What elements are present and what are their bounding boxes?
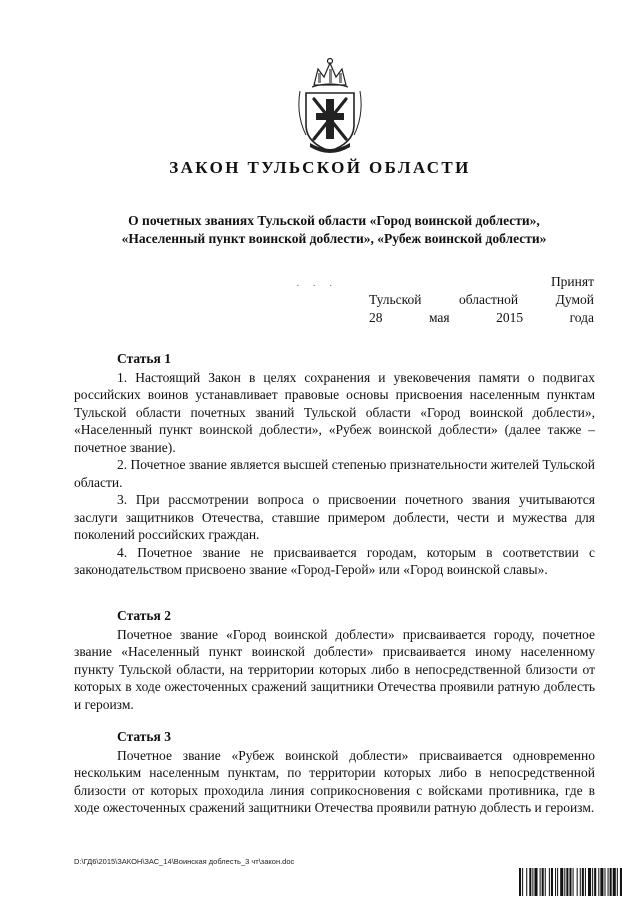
article-heading: Статья 2	[117, 608, 171, 623]
article-paragraph: 3. При рассмотрении вопроса о присвоении почетного звания учитываются заслуги защитников Отечества, ставшие примером доблести, чести и мужества для поколений российских граждан.	[74, 492, 595, 542]
barcode-bar	[577, 868, 578, 896]
adopted-date-day: 28	[369, 310, 383, 325]
article-1	[74, 350, 595, 579]
barcode-bar	[549, 868, 550, 896]
barcode-bar	[600, 868, 603, 896]
barcode-bar	[585, 868, 586, 896]
article-3	[74, 728, 595, 817]
article-2	[74, 607, 595, 713]
barcode-bar	[519, 868, 521, 896]
barcode-bar	[557, 868, 558, 896]
barcode-bar	[540, 868, 541, 896]
article-paragraph: 1. Настоящий Закон в целях сохранения и увековечения памяти о подвигах российских воинов устанавливает правовые основы присвоения населенным пунктам Тульской области почетных званий Тульской области «Город воинской доблести», «Населенный пункт воинской доблести», «Рубеж воинской доблести» (далее также – почетное звание).	[74, 369, 595, 455]
tula-coat-of-arms-emblem	[296, 55, 364, 155]
barcode-bar	[617, 868, 618, 896]
adoption-block	[369, 273, 594, 327]
barcode-bar	[613, 868, 616, 896]
barcode-bar	[569, 868, 571, 896]
adopted-word: Тульской	[369, 292, 422, 307]
barcode-bar	[564, 868, 565, 896]
barcode-bar	[566, 868, 568, 896]
barcode-bar	[580, 868, 581, 896]
article-paragraph: 2. Почетное звание является высшей степенью признательности жителей Тульской области.	[74, 457, 595, 490]
barcode-bar	[620, 868, 622, 896]
barcode-bar	[608, 868, 609, 896]
adopted-label: Принят	[550, 274, 594, 289]
barcode-bar	[594, 868, 596, 896]
barcode-bar	[573, 868, 574, 896]
barcode-bar	[551, 868, 553, 896]
barcode-icon	[519, 868, 623, 896]
article-heading: Статья 3	[117, 729, 171, 744]
law-subtitle-line1: О почетных званиях Тульской области «Город воинской доблести»,	[128, 213, 540, 228]
barcode-bar	[532, 868, 533, 896]
adopted-word: Думой	[555, 292, 594, 307]
barcode-bar	[560, 868, 563, 896]
barcode-bar	[588, 868, 591, 896]
law-title: ЗАКОН ТУЛЬСКОЙ ОБЛАСТИ	[169, 158, 471, 177]
dotted-leader: · · ·	[296, 280, 338, 292]
barcode-bar	[604, 868, 605, 896]
article-paragraph: Почетное звание «Рубеж воинской доблести» присваивается одновременно нескольким населенным пунктам, по территории которых либо в непосредственной близости от которых проходила линия соприкосновения с войсками противника, где в ходе ожесточенных сражений защитники Отечества проявили ратную доблесть и героизм.	[74, 747, 595, 815]
barcode-bar	[542, 868, 544, 896]
article-heading: Статья 1	[117, 351, 171, 366]
file-path-footer: D:\ГД6\2015\ЗАКОН\ЗАС_14\Воинская доблесть_3 чт\закон.doc	[74, 857, 295, 866]
law-subtitle	[84, 212, 584, 248]
barcode-bar	[529, 868, 531, 896]
barcode-bar	[582, 868, 584, 896]
adopted-date-year: 2015	[496, 310, 524, 325]
barcode-bar	[522, 868, 523, 896]
barcode-bar	[598, 868, 599, 896]
law-subtitle-line2: «Населенный пункт воинской доблести», «Рубеж воинской доблести»	[121, 231, 547, 246]
barcode-bar	[592, 868, 593, 896]
barcode-bar	[555, 868, 556, 896]
barcode-bar	[545, 868, 546, 896]
adopted-date-suffix: года	[569, 310, 594, 325]
adopted-date-month: мая	[428, 310, 450, 325]
barcode-bar	[534, 868, 537, 896]
article-paragraph: 4. Почетное звание не присваивается городам, которым в соответствии с законодательством присвоено звание «Город-Герой» или «Город воинской славы».	[74, 544, 595, 577]
adopted-by-line	[369, 291, 594, 309]
barcode-bar	[610, 868, 612, 896]
barcode-bar	[526, 868, 527, 896]
adopted-word: областной	[459, 292, 519, 307]
adopted-date-line	[369, 309, 594, 327]
article-paragraph: Почетное звание «Город воинской доблести» присваивается городу, почетное звание «Населенный пункт воинской доблести» присваивается иному населенному пункту Тульской области, на территории которых либо в непосредственной близости от которых в ходе ожесточенных сражений защитники Отечества проявили ратную доблесть и героизм.	[74, 626, 595, 712]
